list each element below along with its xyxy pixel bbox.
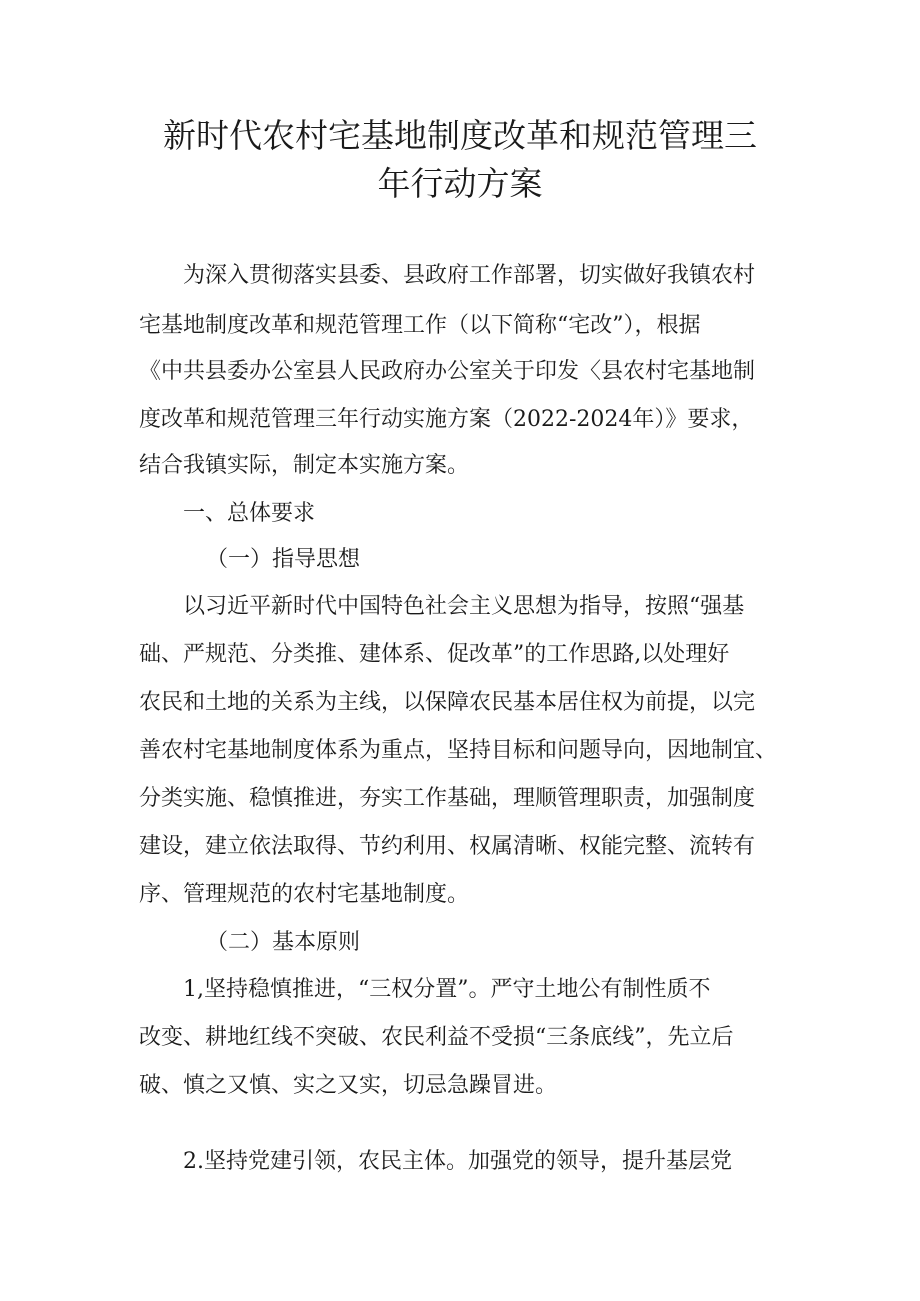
paragraph-guiding-line-1: 以习近平新时代中国特色社会主义思想为指导，按照“强基 bbox=[183, 594, 745, 619]
paragraph-guiding-line-7: 序、管理规范的农村宅基地制度。 bbox=[139, 882, 470, 907]
principle-1-line-2: 改变、耕地红线不突破、农民利益不受损“三条底线”，先立后 bbox=[139, 1025, 734, 1050]
principle-1-line-1: 1,坚持稳慎推进，“三权分置”。严守土地公有制性质不 bbox=[183, 977, 711, 1002]
paragraph-guiding-line-4: 善农村宅基地制度体系为重点，坚持目标和问题导向，因地制宜、 bbox=[139, 738, 778, 763]
subsection-heading-guiding-thought: （一）指导思想 bbox=[206, 547, 361, 572]
document-title-line-2: 年行动方案 bbox=[377, 164, 543, 203]
paragraph-guiding-line-3: 农民和土地的关系为主线，以保障农民基本居住权为前提，以完 bbox=[139, 690, 756, 715]
subsection-heading-basic-principles: （二）基本原则 bbox=[206, 930, 361, 955]
document-title-line-1: 新时代农村宅基地制度改革和规范管理三 bbox=[163, 116, 757, 155]
section-heading-1: 一、总体要求 bbox=[183, 501, 316, 526]
paragraph-guiding-line-2: 础、严规范、分类推、建体系、促改革”的工作思路,以处理好 bbox=[139, 642, 730, 667]
principle-2-line-1: 2.坚持党建引领，农民主体。加强党的领导，提升基层党 bbox=[183, 1149, 732, 1174]
paragraph-intro-line-5: 结合我镇实际，制定本实施方案。 bbox=[139, 453, 470, 478]
paragraph-intro-line-1: 为深入贯彻落实县委、县政府工作部署，切实做好我镇农村 bbox=[183, 263, 756, 288]
paragraph-guiding-line-6: 建设，建立依法取得、节约利用、权属清晰、权能完整、流转有 bbox=[139, 834, 756, 859]
paragraph-guiding-line-5: 分类实施、稳慎推进，夯实工作基础，理顺管理职责，加强制度 bbox=[139, 786, 756, 811]
principle-1-line-3: 破、慎之又慎、实之又实，切忌急躁冒进。 bbox=[139, 1073, 558, 1098]
paragraph-intro-line-2: 宅基地制度改革和规范管理工作（以下简称“宅改”），根据 bbox=[139, 313, 701, 338]
paragraph-intro-line-3: 《中共县委办公室县人民政府办公室关于印发〈县农村宅基地制 bbox=[139, 359, 756, 384]
paragraph-intro-line-4: 度改革和规范管理三年行动实施方案（2022-2024年）》要求， bbox=[139, 407, 754, 432]
